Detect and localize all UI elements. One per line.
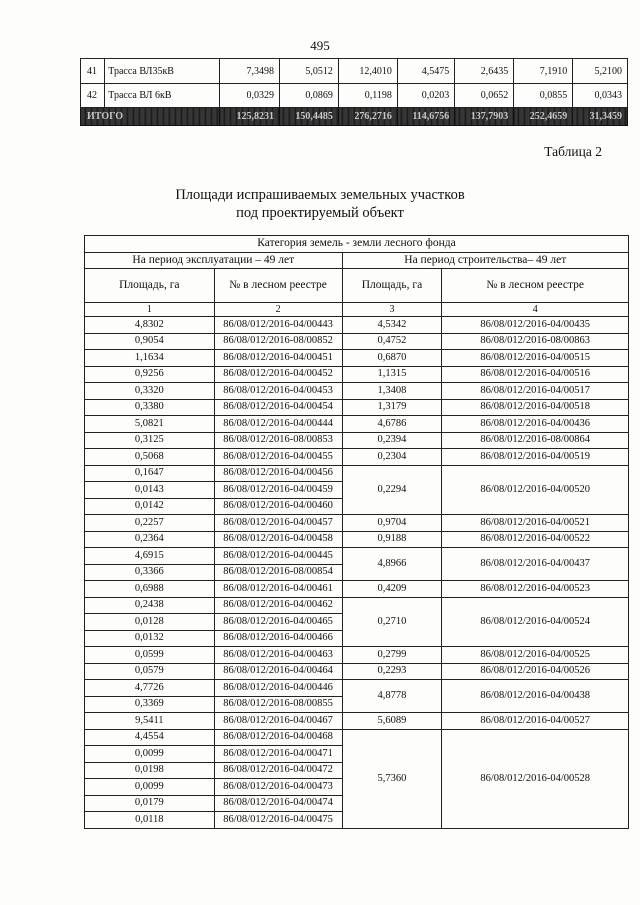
row-number: 41	[81, 59, 105, 84]
exploitation-area: 0,0099	[85, 779, 215, 796]
exploitation-registry-number: 86/08/012/2016-04/00458	[214, 531, 342, 548]
construction-registry-number: 86/08/012/2016-04/00436	[442, 416, 629, 433]
exploitation-area: 0,0599	[85, 647, 215, 664]
construction-registry-number: 86/08/012/2016-04/00437	[442, 548, 629, 581]
area-value: 0,0855	[514, 84, 573, 108]
exploitation-area: 0,3125	[85, 432, 215, 449]
construction-registry-number: 86/08/012/2016-04/00518	[442, 399, 629, 416]
exploitation-registry-number: 86/08/012/2016-04/00454	[214, 399, 342, 416]
table-row	[85, 416, 629, 433]
exploitation-area: 0,0118	[85, 812, 215, 829]
exploitation-registry-number: 86/08/012/2016-08/00853	[214, 432, 342, 449]
exploitation-area: 0,0099	[85, 746, 215, 763]
exploitation-area: 0,0198	[85, 762, 215, 779]
construction-area: 5,7360	[342, 729, 442, 828]
exploitation-registry-number: 86/08/012/2016-04/00473	[214, 779, 342, 796]
area-value: 7,1910	[514, 59, 573, 84]
total-value: 150,4485	[279, 108, 338, 126]
total-value: 276,2716	[338, 108, 397, 126]
exploitation-area: 4,7726	[85, 680, 215, 697]
table-title: Площади испрашиваемых земельных участков	[175, 187, 465, 203]
total-label: ИТОГО	[81, 108, 220, 126]
table-row	[85, 581, 629, 598]
exploitation-registry-number: 86/08/012/2016-04/00465	[214, 614, 342, 631]
route-name: Трасса ВЛ35кВ	[105, 59, 220, 84]
exploitation-registry-number: 86/08/012/2016-04/00475	[214, 812, 342, 829]
area-value: 0,0869	[279, 84, 338, 108]
exploitation-registry-number: 86/08/012/2016-04/00459	[214, 482, 342, 499]
category-header: Категория земель - земли лесного фонда	[85, 236, 629, 253]
exploitation-area: 4,8302	[85, 317, 215, 334]
exploitation-area: 0,6988	[85, 581, 215, 598]
total-value: 114,6756	[397, 108, 454, 126]
exploitation-area: 0,5068	[85, 449, 215, 466]
construction-registry-number: 86/08/012/2016-04/00526	[442, 663, 629, 680]
land-plots-table	[84, 235, 629, 829]
construction-registry-number: 86/08/012/2016-04/00524	[442, 597, 629, 647]
construction-registry-number: 86/08/012/2016-04/00515	[442, 350, 629, 367]
exploitation-registry-number: 86/08/012/2016-04/00467	[214, 713, 342, 730]
area-value: 0,0203	[397, 84, 454, 108]
exploitation-period-header: На период эксплуатации – 49 лет	[85, 252, 343, 269]
exploitation-area: 1,1634	[85, 350, 215, 367]
exploitation-area: 0,1647	[85, 465, 215, 482]
exploitation-registry-number: 86/08/012/2016-04/00461	[214, 581, 342, 598]
table-row	[85, 333, 629, 350]
construction-area: 0,9704	[342, 515, 442, 532]
exploitation-area: 0,3320	[85, 383, 215, 400]
total-value: 137,7903	[455, 108, 514, 126]
construction-area: 4,6786	[342, 416, 442, 433]
exploitation-area: 0,0132	[85, 630, 215, 647]
construction-area: 1,3179	[342, 399, 442, 416]
construction-registry-number: 86/08/012/2016-04/00521	[442, 515, 629, 532]
exploitation-registry-number: 86/08/012/2016-04/00460	[214, 498, 342, 515]
construction-area: 0,2293	[342, 663, 442, 680]
previous-table-fragment	[80, 58, 628, 126]
column-number: 1	[85, 303, 215, 317]
table-row	[85, 713, 629, 730]
table-row	[81, 84, 628, 108]
construction-registry-number: 86/08/012/2016-04/00517	[442, 383, 629, 400]
exploitation-registry-number: 86/08/012/2016-04/00444	[214, 416, 342, 433]
construction-area: 0,4752	[342, 333, 442, 350]
exploitation-registry-number: 86/08/012/2016-04/00456	[214, 465, 342, 482]
exploitation-registry-number: 86/08/012/2016-04/00446	[214, 680, 342, 697]
construction-area: 4,5342	[342, 317, 442, 334]
exploitation-area: 0,2364	[85, 531, 215, 548]
construction-registry-number: 86/08/012/2016-08/00863	[442, 333, 629, 350]
area-value: 5,2100	[573, 59, 628, 84]
exploitation-registry-number: 86/08/012/2016-04/00463	[214, 647, 342, 664]
row-number: 42	[81, 84, 105, 108]
table-row	[85, 465, 629, 482]
exploitation-registry-number: 86/08/012/2016-04/00443	[214, 317, 342, 334]
registry-header: № в лесном реестре	[442, 269, 629, 303]
construction-registry-number: 86/08/012/2016-04/00520	[442, 465, 629, 515]
construction-area: 0,2710	[342, 597, 442, 647]
table-row	[85, 680, 629, 697]
table-row	[85, 383, 629, 400]
exploitation-area: 0,3366	[85, 564, 215, 581]
area-value: 2,6435	[455, 59, 514, 84]
construction-registry-number: 86/08/012/2016-04/00435	[442, 317, 629, 334]
exploitation-registry-number: 86/08/012/2016-04/00466	[214, 630, 342, 647]
registry-header: № в лесном реестре	[214, 269, 342, 303]
route-name: Трасса ВЛ 6кВ	[105, 84, 220, 108]
area-value: 12,4010	[338, 59, 397, 84]
exploitation-area: 4,4554	[85, 729, 215, 746]
exploitation-registry-number: 86/08/012/2016-04/00474	[214, 795, 342, 812]
exploitation-area: 0,2438	[85, 597, 215, 614]
exploitation-registry-number: 86/08/012/2016-04/00453	[214, 383, 342, 400]
construction-area: 0,2294	[342, 465, 442, 515]
exploitation-registry-number: 86/08/012/2016-04/00471	[214, 746, 342, 763]
exploitation-area: 0,0128	[85, 614, 215, 631]
exploitation-area: 0,3369	[85, 696, 215, 713]
exploitation-area: 0,0142	[85, 498, 215, 515]
area-value: 0,0343	[573, 84, 628, 108]
table-row	[85, 432, 629, 449]
exploitation-area: 9,5411	[85, 713, 215, 730]
exploitation-area: 0,9256	[85, 366, 215, 383]
exploitation-area: 0,0143	[85, 482, 215, 499]
construction-area: 1,3408	[342, 383, 442, 400]
construction-registry-number: 86/08/012/2016-04/00522	[442, 531, 629, 548]
table-label: Таблица 2	[544, 144, 602, 159]
page-number: 495	[310, 38, 330, 53]
table-row	[85, 366, 629, 383]
total-value: 252,4659	[514, 108, 573, 126]
construction-area: 4,8966	[342, 548, 442, 581]
construction-registry-number: 86/08/012/2016-04/00528	[442, 729, 629, 828]
exploitation-area: 5,0821	[85, 416, 215, 433]
construction-area: 4,8778	[342, 680, 442, 713]
exploitation-area: 4,6915	[85, 548, 215, 565]
exploitation-area: 0,0579	[85, 663, 215, 680]
exploitation-registry-number: 86/08/012/2016-08/00854	[214, 564, 342, 581]
exploitation-registry-number: 86/08/012/2016-04/00452	[214, 366, 342, 383]
construction-area: 0,2394	[342, 432, 442, 449]
area-value: 7,3498	[220, 59, 280, 84]
exploitation-registry-number: 86/08/012/2016-04/00468	[214, 729, 342, 746]
table-row	[85, 663, 629, 680]
table-row	[85, 399, 629, 416]
exploitation-area: 0,9054	[85, 333, 215, 350]
table-row	[85, 647, 629, 664]
area-value: 0,1198	[338, 84, 397, 108]
construction-area: 1,1315	[342, 366, 442, 383]
exploitation-area: 0,0179	[85, 795, 215, 812]
table-row	[85, 350, 629, 367]
construction-registry-number: 86/08/012/2016-04/00519	[442, 449, 629, 466]
exploitation-registry-number: 86/08/012/2016-04/00445	[214, 548, 342, 565]
table-subtitle: под проектируемый объект	[236, 205, 404, 221]
area-value: 0,0329	[220, 84, 280, 108]
construction-registry-number: 86/08/012/2016-04/00525	[442, 647, 629, 664]
total-value: 31,3459	[573, 108, 628, 126]
construction-area: 0,9188	[342, 531, 442, 548]
construction-area: 5,6089	[342, 713, 442, 730]
exploitation-registry-number: 86/08/012/2016-08/00855	[214, 696, 342, 713]
construction-area: 0,4209	[342, 581, 442, 598]
area-value: 0,0652	[455, 84, 514, 108]
area-header: Площадь, га	[85, 269, 215, 303]
exploitation-registry-number: 86/08/012/2016-04/00455	[214, 449, 342, 466]
exploitation-registry-number: 86/08/012/2016-04/00451	[214, 350, 342, 367]
total-row	[81, 108, 628, 126]
exploitation-area: 0,3380	[85, 399, 215, 416]
exploitation-registry-number: 86/08/012/2016-04/00464	[214, 663, 342, 680]
exploitation-area: 0,2257	[85, 515, 215, 532]
exploitation-registry-number: 86/08/012/2016-04/00457	[214, 515, 342, 532]
construction-registry-number: 86/08/012/2016-04/00438	[442, 680, 629, 713]
exploitation-registry-number: 86/08/012/2016-04/00472	[214, 762, 342, 779]
exploitation-registry-number: 86/08/012/2016-04/00462	[214, 597, 342, 614]
column-number: 4	[442, 303, 629, 317]
column-number: 3	[342, 303, 442, 317]
construction-period-header: На период строительства– 49 лет	[342, 252, 628, 269]
table-row	[85, 449, 629, 466]
table-row	[81, 59, 628, 84]
table-row	[85, 515, 629, 532]
area-value: 4,5475	[397, 59, 454, 84]
construction-registry-number: 86/08/012/2016-04/00527	[442, 713, 629, 730]
area-value: 5,0512	[279, 59, 338, 84]
construction-registry-number: 86/08/012/2016-04/00523	[442, 581, 629, 598]
table-row	[85, 548, 629, 565]
column-number: 2	[214, 303, 342, 317]
table-row	[85, 531, 629, 548]
exploitation-registry-number: 86/08/012/2016-08/00852	[214, 333, 342, 350]
construction-registry-number: 86/08/012/2016-04/00516	[442, 366, 629, 383]
table-row	[85, 597, 629, 614]
total-value: 125,8231	[220, 108, 280, 126]
area-header: Площадь, га	[342, 269, 442, 303]
construction-registry-number: 86/08/012/2016-08/00864	[442, 432, 629, 449]
table-row	[85, 317, 629, 334]
construction-area: 0,2304	[342, 449, 442, 466]
construction-area: 0,6870	[342, 350, 442, 367]
construction-area: 0,2799	[342, 647, 442, 664]
table-row	[85, 729, 629, 746]
